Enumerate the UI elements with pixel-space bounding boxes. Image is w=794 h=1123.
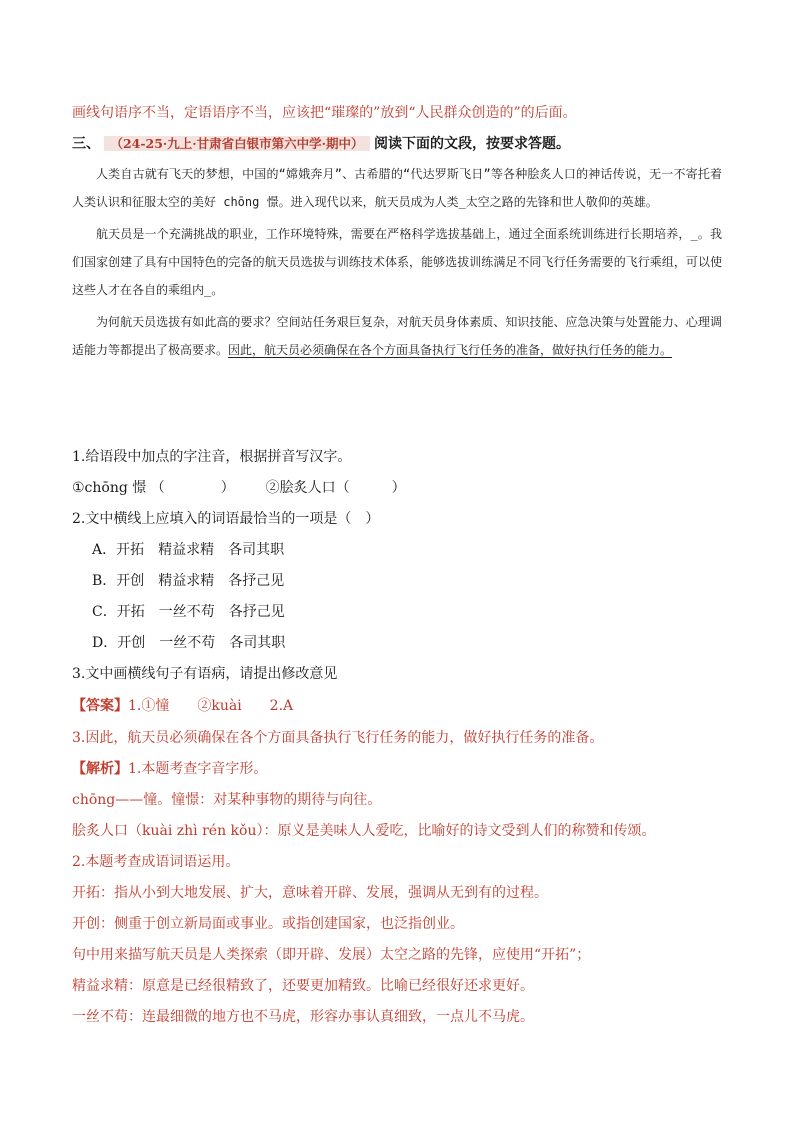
option-b-word-1: B．开创 [92,573,145,589]
option-b-word-2: 精益求精 [158,573,215,589]
passage-paragraph-2: 航天员是一个充满挑战的职业，工作环境特殊，需要在严格科学选拔基础上，通过全面系统训练进行长期培养，_。我们国家创建了具有中国特色的完备的航天员选拔与训练技术体系，能够选拔训练满足不同飞行任务需要的飞行乘组，可以使这些人才在各自的乘组内_。 [72,227,722,297]
option-b-word-3: 各抒己见 [228,573,285,589]
analysis-line-6: 开创：侧重于创立新局面或事业。或指创建国家，也泛指创业。 [72,916,464,932]
analysis-line-2: chōng——憧。憧憬：对某种事物的期待与向往。 [72,792,382,808]
analysis-line-3: 脍炙人口（kuài zhì rén kǒu）：原义是美味人人爱吃，比喻好的诗文受到人们的称赞和传颂。 [72,823,656,839]
analysis-text-1: 1.本题考查字音字形。 [128,761,268,777]
reading-passage [72,160,722,368]
option-c [92,602,285,622]
question-1-stem: 1.给语段中加点的字注音，根据拼音写汉字。 [72,449,352,465]
passage-paragraph-3 [72,308,722,364]
option-d-word-1: D．开创 [92,635,146,651]
underlined-sentence: 因此，航天员必须确保在各个方面具备执行飞行任务的准备，做好执行任务的能力。 [228,343,673,357]
option-b [92,571,284,591]
analysis-label: 【解析】 [72,761,128,777]
answer-label: 【答案】 [72,698,128,714]
option-a-word-2: 精益求精 [158,542,215,558]
analysis-line-9: 一丝不苟：连最细微的地方也不马虎，形容办事认真细致，一点儿不马虎。 [72,1009,534,1025]
option-c-word-3: 各抒己见 [228,604,285,620]
section-heading [72,134,570,154]
analysis-line-4: 2.本题考查成语词语运用。 [72,854,240,870]
section-number: 三、 [72,136,100,152]
source-tag: （24-25·九上·甘肃省白银市第六中学·期中） [104,136,369,151]
question-1-item-1: ①chōng 憬 （ ） [72,480,235,496]
option-c-word-2: 一丝不苟 [158,604,215,620]
answer-line-2: 3.因此，航天员必须确保在各个方面具备执行飞行任务的能力，做好执行任务的准备。 [72,730,604,746]
previous-answer-line: 画线句语序不当，定语语序不当，应该把“璀璨的”放到“人民群众创造的”的后面。 [72,105,577,121]
option-d-word-2: 一丝不苟 [159,635,216,651]
analysis-line-5: 开拓：指从小到大地发展、扩大，意味着开辟、发展，强调从无到有的过程。 [72,885,548,901]
section-instruction: 阅读下面的文段，按要求答题。 [373,136,570,152]
answer-line-1 [72,696,293,716]
question-1-items [72,478,406,498]
answer-text-1: 1.①憧 ②kuài 2.A [128,698,294,714]
passage-paragraph-1: 人类自古就有飞天的梦想，中国的“嫦娥奔月”、古希腊的“代达罗斯飞日”等各种脍炙人口的神话传说，无一不寄托着人类认识和征服太空的美好 chōng 憬。进入现代以来，航天员成为人类_太空之路的先锋和世人敬仰的英雄。 [72,167,722,209]
option-c-word-1: C．开拓 [92,604,145,620]
option-a [92,540,284,560]
option-d [92,633,285,653]
analysis-line-8: 精益求精：原意是已经很精致了，还要更加精致。比喻已经很好还求更好。 [72,978,534,994]
option-d-word-3: 各司其职 [229,635,286,651]
analysis-line-7: 句中用来描写航天员是人类探索（即开辟、发展）太空之路的先锋，应使用“开拓”； [72,947,591,963]
analysis-line-1 [72,759,267,779]
question-3-stem: 3.文中画横线句子有语病，请提出修改意见 [72,666,338,682]
option-a-word-1: A．开拓 [92,542,145,558]
option-a-word-3: 各司其职 [228,542,285,558]
question-2-stem: 2.文中横线上应填入的词语最恰当的一项是（ ） [72,511,380,527]
question-1-item-2: ②脍炙人口（ ） [265,480,406,496]
passage-paragraph-3-text: 为何航天员选拔有如此高的要求？空间站任务艰巨复杂，对航天员身体素质、知识技能、应急决策与处置能力、心理调适能力等都提出了极高要求。 [72,315,722,357]
